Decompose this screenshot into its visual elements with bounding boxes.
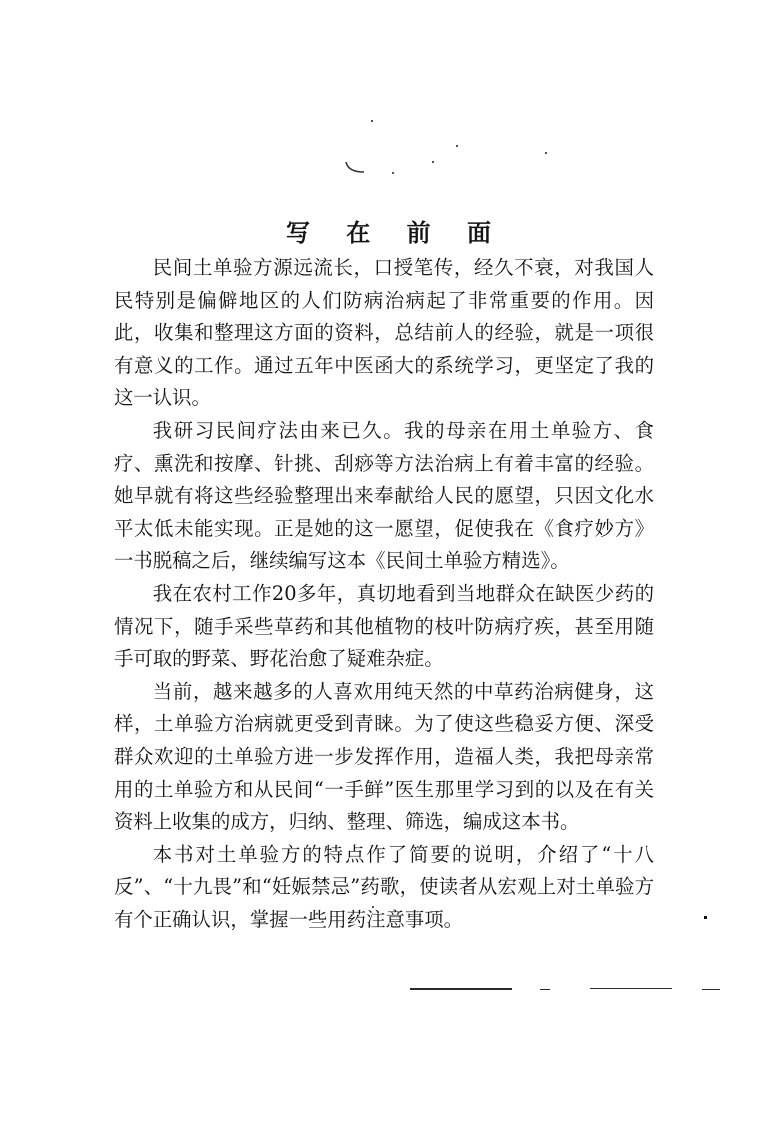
paragraph: 民间土单验方源远流长，口授笔传，经久不衰，对我国人民特别是偏僻地区的人们防病治病起了非常重要的作用。因此，收集和整理这方面的资料，总结前人的经验，就是一项很有意义的工作。通过五年中医函大的系统学习，更坚定了我的这一认识。 [114, 256, 654, 410]
scan-speck [392, 172, 394, 174]
scan-line [540, 989, 550, 990]
scan-speck [456, 145, 458, 147]
body-text [114, 252, 654, 936]
paragraph: 当前，越来越多的人喜欢用纯天然的中草药治病健身，这样，土单验方治病就更受到青睐。为了使这些稳妥方便、深受群众欢迎的土单验方进一步发挥作用，造福人类，我把母亲常用的土单验方和从民间“一手鲜”医生那里学习到的以及在有关资料上收集的成方，归纳、整理、筛选，编成这本书。 [114, 679, 654, 834]
scan-speck [432, 161, 434, 163]
scan-speck [545, 152, 547, 154]
scan-mark-icon [344, 160, 366, 176]
scan-speck [371, 120, 373, 122]
page-title: 写 在 前 面 [285, 218, 506, 248]
scan-line [590, 988, 672, 989]
scan-line [410, 988, 512, 990]
scan-speck [704, 916, 707, 919]
paragraph: 我在农村工作20多年，真切地看到当地群众在缺医少药的情况下，随手采些草药和其他植物的枝叶防病疗疾，甚至用随手可取的野菜、野花治愈了疑难杂症。 [114, 581, 654, 671]
scan-line [702, 989, 720, 990]
paragraph: 我研习民间疗法由来已久。我的母亲在用土单验方、食疗、熏洗和按摩、针挑、刮痧等方法治病上有着丰富的经验。她早就有将这些经验整理出来奉献给人民的愿望，只因文化水平太低未能实现。正是她的这一愿望，促使我在《食疗妙方》一书脱稿之后，继续编写这本《民间土单验方精选》。 [114, 418, 654, 573]
paragraph: 本书对土单验方的特点作了简要的说明，介绍了“十八反”、“十九畏”和“妊娠禁忌”药歌，使读者从宏观上对土单验方有个正确认识，掌握一些用药注意事项。 [114, 842, 654, 931]
